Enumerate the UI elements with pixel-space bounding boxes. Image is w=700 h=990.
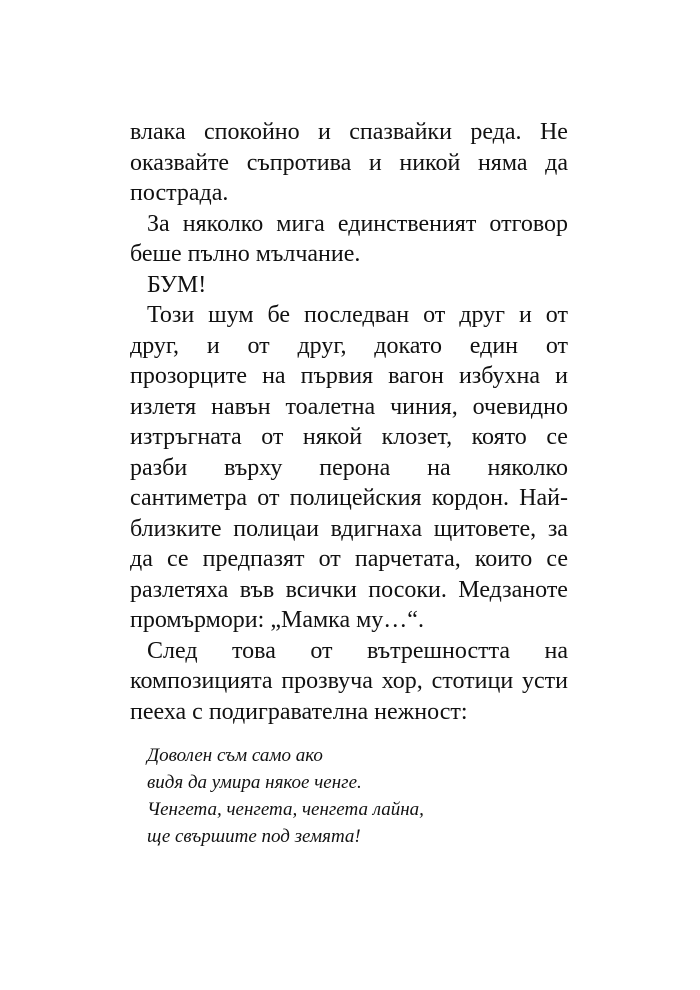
word: предпазят — [202, 546, 305, 572]
text-line: промърмори: „Мамка му…“. — [130, 607, 424, 633]
word: и — [206, 332, 220, 359]
word: някой — [302, 424, 363, 450]
text-line — [130, 453, 568, 484]
text-line — [130, 361, 568, 392]
text-line — [130, 575, 568, 606]
word: стотици — [431, 668, 514, 694]
word: вагон — [388, 363, 444, 389]
word: Медзаноте — [458, 576, 568, 603]
word: Този — [147, 302, 195, 328]
word: реда. — [470, 119, 522, 145]
text-line — [130, 544, 568, 575]
word: и — [318, 119, 331, 145]
paragraph-1 — [130, 117, 568, 209]
word: няколко — [487, 454, 568, 481]
word: един — [469, 332, 519, 359]
word: вдигнаха — [330, 515, 423, 542]
poem-block — [147, 742, 424, 850]
word: от — [318, 546, 341, 572]
text-line — [130, 209, 568, 240]
word: мига — [276, 210, 325, 237]
word: и — [368, 149, 382, 176]
word: щитовете, — [433, 515, 537, 542]
word: друг, — [130, 332, 180, 359]
word: клозет, — [381, 424, 453, 450]
poem-line: видя да умира някое ченге. — [147, 772, 362, 793]
word: бе — [267, 302, 291, 328]
word: всички — [285, 576, 357, 603]
word: от — [261, 424, 284, 450]
word: перона — [319, 454, 391, 481]
word: излетя — [130, 393, 197, 420]
text-line: БУМ! — [147, 271, 207, 298]
word: на — [427, 454, 451, 481]
word: от — [545, 302, 568, 328]
word: от — [310, 637, 333, 664]
word: тоалетна — [285, 393, 376, 420]
word: усти — [522, 668, 568, 694]
word: прозорците — [130, 363, 248, 389]
word: Най- — [519, 485, 568, 511]
word: отговор — [489, 210, 568, 237]
word: върху — [224, 454, 283, 481]
word: очевидно — [472, 393, 568, 420]
word: близките — [130, 515, 222, 542]
text-line: беше пълно мълчание. — [130, 241, 361, 267]
word: навън — [211, 393, 271, 420]
word: които — [474, 546, 533, 572]
paragraph-3 — [130, 270, 568, 301]
word: полицейския — [289, 485, 422, 511]
word: никой — [399, 149, 461, 176]
word: посоки. — [368, 576, 447, 603]
book-page-text — [130, 117, 568, 727]
poem-line: ще свършите под земята! — [147, 826, 361, 847]
word: от — [257, 485, 280, 511]
word: След — [147, 637, 198, 664]
text-line — [130, 514, 568, 545]
word: да — [545, 149, 568, 176]
text-line — [130, 300, 568, 331]
word: изтръгната — [130, 424, 242, 450]
word: кордон. — [431, 485, 509, 511]
paragraph-5 — [130, 636, 568, 728]
word: последван — [304, 302, 410, 328]
word: избухна — [458, 363, 541, 389]
poem-line: Ченгета, ченгета, ченгета лайна, — [147, 799, 424, 820]
word: вътрешността — [366, 637, 511, 664]
word: на — [262, 363, 286, 389]
word: се — [546, 546, 568, 572]
word: сантиметра — [130, 485, 248, 511]
word: парчетата, — [354, 546, 461, 572]
word: се — [166, 546, 189, 572]
text-line — [130, 666, 568, 697]
word: разби — [130, 454, 188, 481]
text-line — [130, 331, 568, 362]
text-line — [130, 483, 568, 514]
word: това — [232, 637, 276, 664]
word: се — [546, 424, 568, 450]
word: полицаи — [233, 515, 319, 542]
paragraph-2 — [130, 209, 568, 270]
text-line — [130, 422, 568, 453]
word: и — [518, 302, 532, 328]
word: на — [544, 637, 568, 664]
word: композицията — [130, 668, 273, 694]
text-line — [130, 148, 568, 179]
word: разлетяха — [130, 576, 229, 603]
text-line — [130, 636, 568, 667]
word: докато — [374, 332, 442, 359]
word: хор, — [381, 668, 423, 694]
word: и — [555, 363, 568, 389]
word: шум — [208, 302, 254, 328]
word: няколко — [182, 210, 264, 237]
word: във — [239, 576, 275, 603]
word: за — [547, 515, 568, 542]
word: единственият — [337, 210, 477, 237]
word: да — [130, 546, 153, 572]
word: съпротива — [246, 149, 352, 176]
word: от — [545, 332, 568, 359]
text-line — [130, 117, 568, 148]
word: от — [423, 302, 446, 328]
word: която — [471, 424, 527, 450]
text-line — [130, 392, 568, 423]
word: друг, — [297, 332, 347, 359]
word: За — [147, 210, 170, 237]
text-line: пострада. — [130, 180, 229, 206]
paragraph-4 — [130, 300, 568, 636]
poem-line: Доволен съм само ако — [147, 745, 323, 766]
word: няма — [477, 149, 528, 176]
word: прозвуча — [281, 668, 373, 694]
word: чиния, — [390, 393, 458, 420]
word: друг — [459, 302, 505, 328]
word: от — [247, 332, 270, 359]
word: спокойно — [204, 119, 300, 145]
word: спазвайки — [349, 119, 452, 145]
word: оказвайте — [130, 149, 230, 176]
word: Не — [539, 119, 568, 145]
text-line: пееха с подигравателна нежност: — [130, 698, 468, 725]
word: влака — [130, 119, 186, 145]
word: първия — [300, 363, 374, 389]
